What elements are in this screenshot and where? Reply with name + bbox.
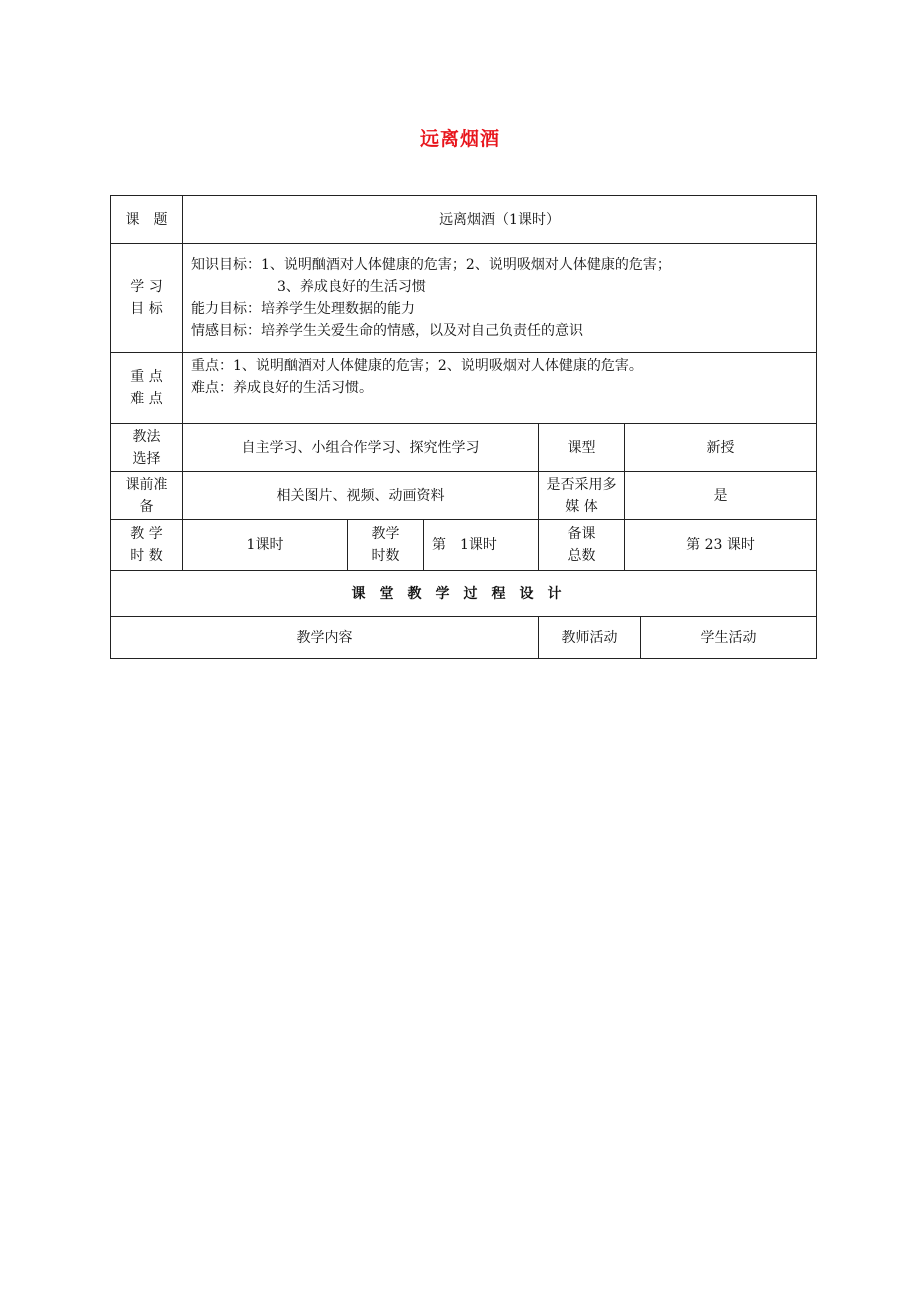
- key-points-row: [111, 353, 817, 424]
- objectives-label-line1: 学 习: [130, 279, 163, 295]
- difficult-point: 难点：养成良好的生活习惯。: [191, 380, 373, 396]
- col-teacher-activity: 教师活动: [539, 617, 641, 659]
- objectives-label-line2: 目 标: [130, 301, 163, 317]
- teaching-hours-value: 第 1课时: [424, 520, 539, 571]
- multimedia-label: [539, 472, 625, 520]
- multimedia-label-line2: 媒 体: [565, 498, 598, 515]
- hours-value: 1课时: [183, 520, 348, 571]
- method-label: [111, 424, 183, 472]
- knowledge-objective-cont: 3、养成良好的生活习惯: [277, 279, 426, 295]
- preparation-row: [111, 472, 817, 520]
- teaching-hours-label: [348, 520, 424, 571]
- emotion-objective: 情感目标：培养学生关爱生命的情感，以及对自己负责任的意识: [191, 323, 583, 339]
- prep-total-label-line2: 总数: [567, 548, 596, 564]
- objectives-content: [183, 244, 817, 353]
- preparation-label: [111, 472, 183, 520]
- key-points-content: [183, 353, 817, 424]
- prep-total-label: [539, 520, 625, 571]
- objectives-row: [111, 244, 817, 353]
- preparation-label-line1: 课前准: [125, 476, 168, 493]
- process-columns-row: [111, 617, 817, 659]
- key-points-label-line2: 难 点: [130, 391, 163, 407]
- ability-objective: 能力目标：培养学生处理数据的能力: [191, 301, 415, 317]
- hours-row: [111, 520, 817, 571]
- key-point: 重点：1、说明酗酒对人体健康的危害；2、说明吸烟对人体健康的危害。: [191, 358, 643, 374]
- hours-label: [111, 520, 183, 571]
- process-header-row: [111, 571, 817, 617]
- prep-total-value: 第 23 课时: [625, 520, 817, 571]
- hours-label-line2: 时 数: [130, 548, 163, 564]
- teaching-hours-label-line2: 时数: [371, 548, 400, 564]
- method-row: [111, 424, 817, 472]
- process-header: 课堂教学过程设计: [111, 571, 817, 617]
- col-teaching-content: 教学内容: [111, 617, 539, 659]
- lesson-type-value: 新授: [625, 424, 817, 472]
- page-title: 远离烟酒: [419, 128, 500, 150]
- topic-row: [111, 196, 817, 244]
- knowledge-objective: 知识目标：1、说明酗酒对人体健康的危害；2、说明吸烟对人体健康的危害；: [191, 257, 671, 273]
- lesson-type-label: 课型: [539, 424, 625, 472]
- preparation-value: 相关图片、视频、动画资料: [183, 472, 539, 520]
- key-points-label: [111, 353, 183, 424]
- method-label-line1: 教法: [132, 428, 161, 445]
- objectives-label: [111, 244, 183, 353]
- col-student-activity: 学生活动: [641, 617, 817, 659]
- lesson-plan-table: [110, 195, 817, 659]
- multimedia-label-line1: 是否采用多: [546, 476, 617, 493]
- teaching-hours-label-line1: 教学: [371, 526, 400, 542]
- topic-label: 课 题: [111, 196, 183, 244]
- hours-label-line1: 教 学: [130, 526, 163, 542]
- method-label-line2: 选择: [132, 450, 161, 467]
- key-points-label-line1: 重 点: [130, 369, 163, 385]
- topic-value: 远离烟酒（1课时）: [183, 196, 817, 244]
- method-value: 自主学习、小组合作学习、探究性学习: [183, 424, 539, 472]
- multimedia-value: 是: [625, 472, 817, 520]
- preparation-label-line2: 备: [139, 498, 154, 515]
- prep-total-label-line1: 备课: [567, 526, 596, 542]
